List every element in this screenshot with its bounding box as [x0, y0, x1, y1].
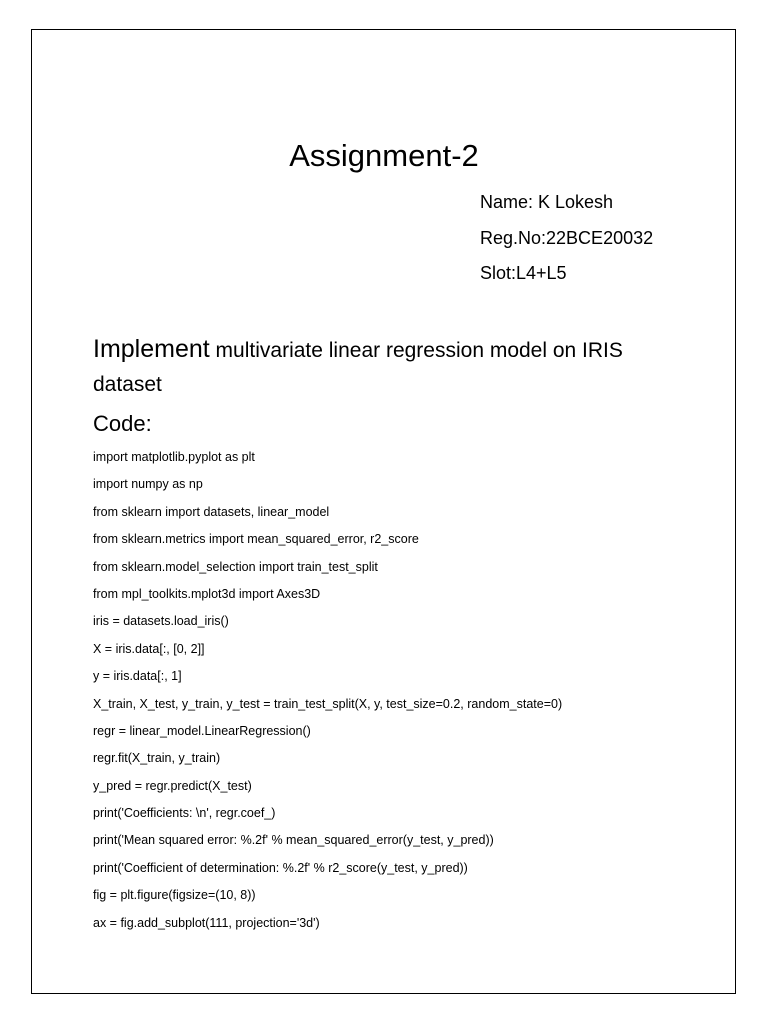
code-line: fig = plt.figure(figsize=(10, 8)): [93, 888, 256, 903]
code-line: regr.fit(X_train, y_train): [93, 751, 221, 766]
code-line: from sklearn.model_selection import train_test_split: [93, 559, 378, 574]
code-line: import numpy as np: [93, 477, 203, 492]
student-slot: Slot:L4+L5: [480, 263, 567, 283]
code-line: X = iris.data[:, [0, 2]]: [93, 641, 205, 656]
document-title: Assignment-2: [289, 138, 479, 173]
code-line: from sklearn import datasets, linear_model: [93, 504, 330, 519]
code-line: print('Coefficient of determination: %.2f' % r2_score(y_test, y_pred)): [93, 860, 468, 875]
code-line: from sklearn.metrics import mean_squared_error, r2_score: [93, 532, 419, 547]
code-line: iris = datasets.load_iris(): [93, 614, 229, 629]
task-heading-lead: Implement: [93, 335, 210, 363]
code-line: ax = fig.add_subplot(111, projection='3d'): [93, 915, 320, 930]
student-name: Name: K Lokesh: [480, 192, 614, 212]
task-heading-rest: multivariate linear regression model on IRIS dataset: [93, 339, 623, 396]
code-line: from mpl_toolkits.mplot3d import Axes3D: [93, 586, 321, 601]
code-line: regr = linear_model.LinearRegression(): [93, 723, 311, 738]
task-heading: [93, 333, 693, 403]
student-reg-no: Reg.No:22BCE20032: [480, 228, 654, 248]
code-line: print('Coefficients: \n', regr.coef_): [93, 806, 276, 821]
code-listing: [93, 447, 713, 940]
code-line: y = iris.data[:, 1]: [93, 669, 182, 684]
code-line: import matplotlib.pyplot as plt: [93, 450, 255, 464]
code-label: Code:: [93, 411, 152, 436]
code-line: y_pred = regr.predict(X_test): [93, 778, 252, 793]
code-line: print('Mean squared error: %.2f' % mean_squared_error(y_test, y_pred)): [93, 833, 494, 848]
code-line: X_train, X_test, y_train, y_test = train_test_split(X, y, test_size=0.2, random_state=0): [93, 696, 563, 711]
